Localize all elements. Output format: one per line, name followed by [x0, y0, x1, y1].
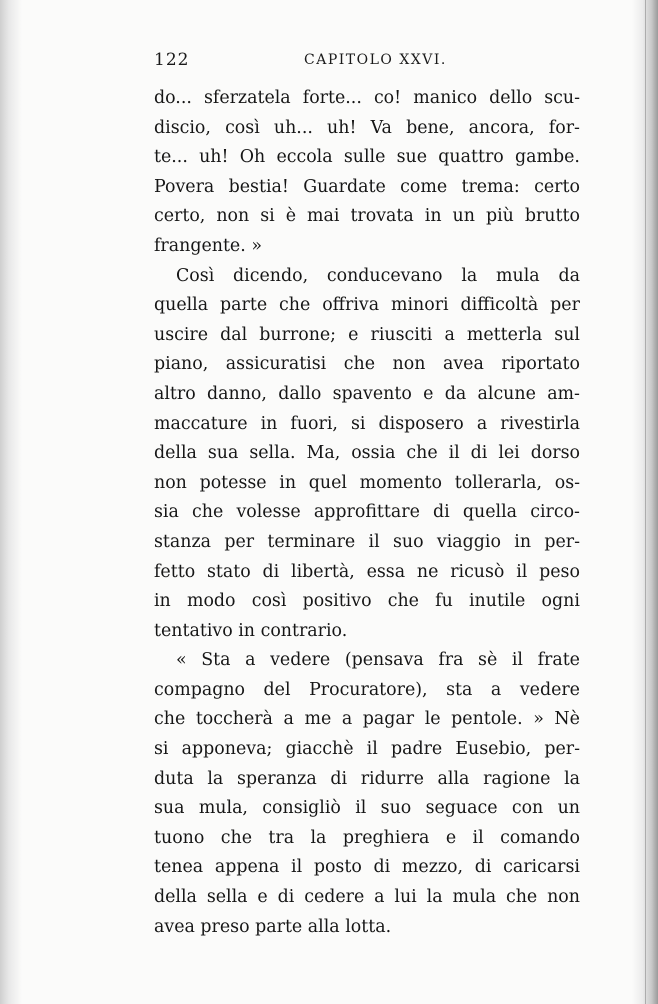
text-line: sia che volesse approfittare di quella circo- — [154, 502, 580, 523]
text-line: uscire dal burrone; e riusciti a metterla sul — [154, 324, 580, 345]
text-line: sua mula, consigliò il suo seguace con un — [154, 798, 580, 819]
text-line: altro danno, dallo spavento e da alcune am- — [154, 383, 580, 404]
text-line: Povera bestia! Guardate come trema: certo — [154, 176, 580, 197]
text-line: fetto stato di libertà, essa ne ricusò il peso — [154, 561, 580, 582]
text-line: della sua sella. Ma, ossia che il di lei dorso — [154, 443, 580, 464]
text-line: te... uh! Oh eccola sulle sue quattro gambe. — [154, 147, 580, 168]
text-line: « Sta a vedere (pensava fra sè il frate — [176, 650, 580, 671]
body-text — [154, 84, 580, 942]
text-line: Così dicendo, conducevano la mula da — [176, 265, 580, 286]
text-line: tenea appena il posto di mezzo, di caricarsi — [154, 857, 580, 878]
text-line: compagno del Procuratore), sta a vedere — [154, 679, 580, 700]
page-binding-line — [645, 0, 646, 1004]
text-line: maccature in fuori, si disposero a rivestirla — [154, 413, 580, 434]
text-line: avea preso parte alla lotta. — [154, 916, 392, 937]
text-line: tuono che tra la preghiera e il comando — [154, 827, 580, 848]
text-line: quella parte che offriva minori difficoltà per — [154, 295, 580, 316]
text-line: duta la speranza di ridurre alla ragione la — [154, 768, 580, 789]
text-line: che toccherà a me a pagar le pentole. » Nè — [154, 709, 580, 730]
text-line: do... sferzatela forte... co! manico dello scu- — [154, 88, 580, 108]
page-number: 122 — [154, 50, 190, 70]
text-line: in modo così positivo che fu inutile ogni — [154, 591, 580, 612]
text-line: tentativo in contrario. — [154, 620, 348, 641]
text-line: stanza per terminare il suo viaggio in per- — [154, 531, 580, 552]
text-line: piano, assicuratisi che non avea riportato — [154, 354, 580, 375]
text-line: non potesse in quel momento tollerarla, os- — [154, 472, 580, 493]
page-left-edge — [0, 0, 22, 1004]
text-line: certo, non si è mai trovata in un più brutto — [154, 206, 580, 227]
text-line: della sella e di cedere a lui la mula che non — [154, 887, 580, 908]
text-line: frangente. » — [154, 235, 262, 256]
text-line: discio, così uh... uh! Va bene, ancora, for- — [154, 117, 580, 138]
running-head: CAPITOLO XXVI. — [304, 52, 447, 68]
text-line: si apponeva; giacchè il padre Eusebio, per- — [154, 739, 580, 760]
page-header — [154, 50, 584, 76]
